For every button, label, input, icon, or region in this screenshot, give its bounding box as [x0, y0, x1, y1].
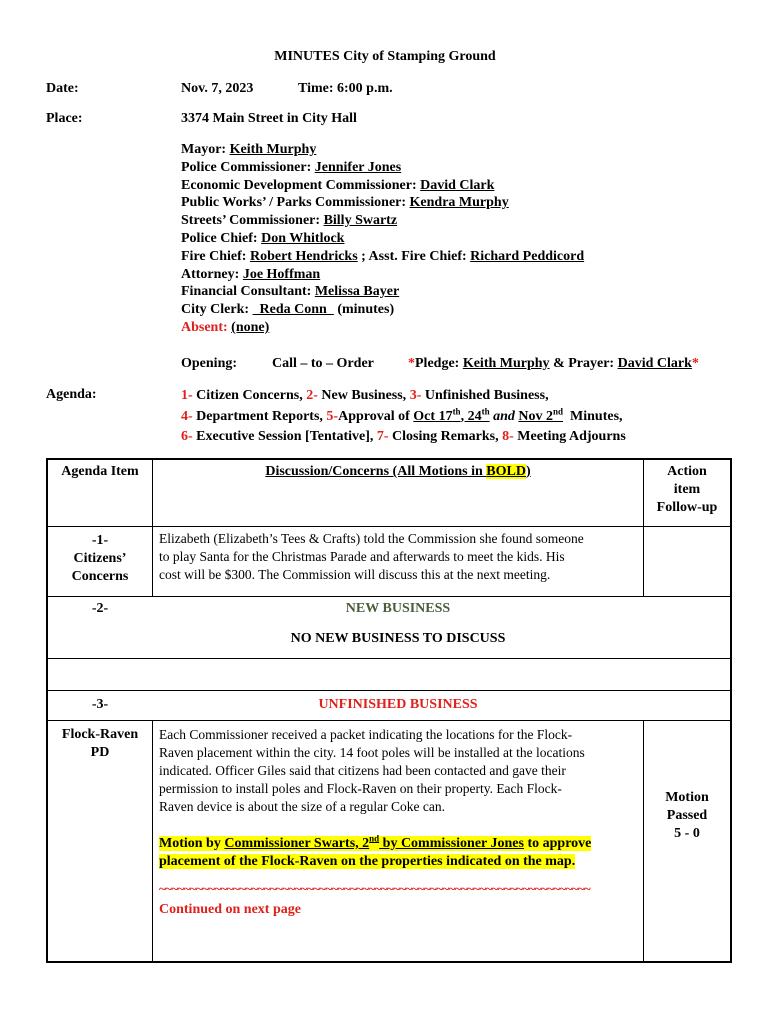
date-label: Date:: [46, 81, 79, 96]
row4-discussion: Each Commissioner received a packet indicating the locations for the Flock- Raven placement within the city. 14 foot poles will be installed at the locations indicated. Officer Giles said that citizens had been contacted and gave their permission to install poles and Flock-Raven on their property. Each Flock- Raven device is about the size of a regular Coke can.: [159, 727, 585, 814]
page-title: MINUTES City of Stamping Ground: [274, 49, 496, 64]
table-border-bottom: [46, 961, 732, 963]
row2-title: NEW BUSINESS: [345, 601, 451, 616]
date-value: Nov. 7, 2023: [181, 81, 254, 96]
agenda-line-1: 1- Citizen Concerns, 2- New Business, 3- Unfinished Business,: [181, 388, 549, 403]
col-header-action: Action item Follow-up: [656, 464, 718, 515]
pledge-prayer: *Pledge: Keith Murphy & Prayer: David Clark*: [408, 356, 699, 371]
row4-agenda-item: Flock-Raven PD: [61, 727, 139, 760]
row-divider-3: [46, 720, 732, 721]
col-header-discussion: Discussion/Concerns (All Motions in BOLD): [265, 464, 531, 479]
place-value: 3374 Main Street in City Hall: [181, 111, 357, 126]
absent-line: Absent: (none): [181, 319, 270, 335]
row1-discussion: Elizabeth (Elizabeth’s Tees & Crafts) told the Commission she found someone to play Santa for the Christmas Parade and afterwards to meet the kids. His cost will be $300. The Commission will discuss this at the next meeting.: [159, 531, 584, 582]
agenda-line-3: 6- Executive Session [Tentative], 7- Closing Remarks, 8- Meeting Adjourns: [181, 429, 626, 444]
opening-label: Opening:: [181, 356, 238, 371]
col-header-agenda-item: Agenda Item: [61, 464, 139, 479]
agenda-line-2: 4- Department Reports, 5-Approval of Oct 17th, 24th and Nov 2nd Minutes,: [181, 405, 623, 424]
attendee-public-works-commissioner: Public Works’ / Parks Commissioner: Kendra Murphy: [181, 195, 509, 211]
row1-agenda-item: -1- Citizens’ Concerns: [71, 533, 129, 584]
table-border-right: [730, 458, 732, 963]
attendee-streets-commissioner: Streets’ Commissioner: Billy Swartz: [181, 213, 398, 229]
attendee-city-clerk: City Clerk: Reda Conn (minutes): [181, 302, 395, 318]
row2-subtitle: NO NEW BUSINESS TO DISCUSS: [290, 631, 506, 646]
place-label: Place:: [46, 111, 83, 126]
attendee-mayor: Mayor: Keith Murphy: [181, 142, 317, 157]
agenda-list: [181, 386, 741, 448]
attendee-financial-consultant: Financial Consultant: Melissa Bayer: [181, 284, 400, 300]
row-divider-header: [46, 526, 732, 527]
col-divider-1b: [152, 720, 153, 963]
row3-title: UNFINISHED BUSINESS: [318, 697, 478, 712]
row2-agenda-item: -2-: [91, 601, 109, 616]
row4-motion: Motion by Commissioner Swarts, 2nd by Commissioner Jones to approve placement of the Flock-Raven on the properties indicated on the map.: [159, 833, 592, 869]
call-to-order: Call – to – Order: [272, 356, 374, 371]
row-divider-2: [46, 658, 732, 659]
table-border-top: [46, 458, 732, 460]
attendee-econ-commissioner: Economic Development Commissioner: David Clark: [181, 177, 495, 193]
minutes-table: [46, 458, 732, 963]
time-value: Time: 6:00 p.m.: [298, 81, 393, 96]
attendee-police-commissioner: Police Commissioner: Jennifer Jones: [181, 159, 402, 175]
agenda-label: Agenda:: [46, 387, 97, 402]
row4-action: Motion Passed 5 - 0: [665, 790, 709, 841]
attendee-police-chief: Police Chief: Don Whitlock: [181, 230, 345, 246]
row-divider-1: [46, 596, 732, 597]
row4-continued: Continued on next page: [159, 902, 301, 917]
row3-agenda-item: -3-: [91, 697, 109, 712]
attendee-list: [181, 141, 741, 337]
attendee-attorney: Attorney: Joe Hoffman: [181, 266, 321, 282]
row-divider-2b: [46, 690, 732, 691]
row4-tilde-divider: ~~~~~~~~~~~~~~~~~~~~~~~~~~~~~~~~~~~~~~~~~~~~~~~~~~~~~~~~~~~~~~~~~~~~~~: [159, 882, 591, 896]
attendee-fire-chief: Fire Chief: Robert Hendricks ; Asst. Fire Chief: Richard Peddicord: [181, 248, 585, 264]
